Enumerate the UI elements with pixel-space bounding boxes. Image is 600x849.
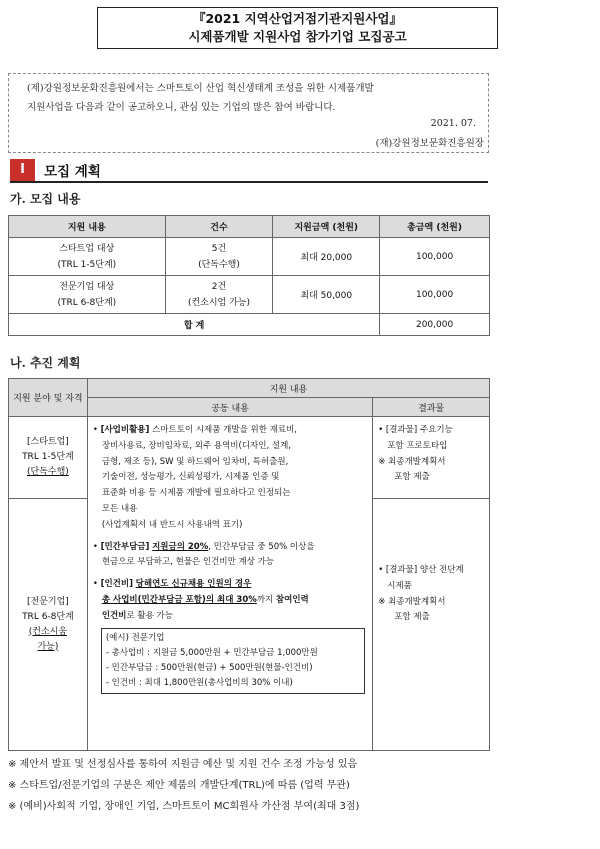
section-divider xyxy=(10,181,488,183)
result-expert: • [결과물] 양산 전단계 시제품 ※ 최종개발계획서 포함 제출 xyxy=(373,499,490,751)
section-number: Ⅰ xyxy=(10,159,35,181)
plan-header-row xyxy=(9,379,490,398)
example-box: (예시) 전문기업 - 총사업비 : 지원금 5,000만원 + 민간부담금 1,000만원 - 민간부담금 : 500만원(현금) + 500만원(현물-인건비) - 인건비 : 최대 1,800만원(총사업비의 30% 이내) xyxy=(101,628,365,694)
notice-org: (재)강원정보문화진흥원장 xyxy=(375,138,484,149)
row-startup-total: 100,000 xyxy=(380,238,490,276)
announcement-title-box xyxy=(97,7,498,49)
row-expert-count: 2건 (컨소시엄 가능) xyxy=(165,276,273,314)
table-row xyxy=(9,238,490,276)
header-common: 공동 내용 xyxy=(87,398,372,417)
header-support-content: 지원 내용 xyxy=(87,379,489,398)
row-expert-name: 전문기업 대상 (TRL 6-8단계) xyxy=(9,276,166,314)
recruitment-table xyxy=(8,215,490,336)
footnote: ※ 제안서 발표 및 선정심사를 통하여 지원금 예산 및 지원 건수 조정 가능성 있음 xyxy=(8,759,358,770)
row-startup-amount: 최대 20,000 xyxy=(273,238,380,276)
common-content: • [사업비활용] 스마트토이 시제품 개발을 위한 재료비, 장비사용료, 장비임차료, 외주 용역비(디자인, 설계, 금형, 제조 등), SW 및 하드웨어 임차비, 특허출원, 기술이전, 성능평가, 신뢰성평가, 시제품 인증 및 표준화 비용 등 시제품 개발에 필요하다고 인정되는 모든 내용 (사업계획서 내 반드시 사용내역 표기) • [민간부담금] 지원금의 20%, 민간부담금 중 50% 이상을 현금으로 부담하고, 현물은 인건비만 계상 가능 • [인건비] 당해연도 신규채용 인원의 경우 총 사업비(민간부담금 포함)의 최대 30%까지 참여인력 인건비로 활용 가능 (예시) 전문기업 - 총사업비 : 지원금 5,000만원 + 민간부담금 1,000만원 - 민간부담금 : 500만원(현금) + 500만원(현물-인건비) - 인건비 : 최대 1,800만원(총사업비의 30% 이내) xyxy=(87,417,372,751)
header-total: 총금액 (천원) xyxy=(380,216,490,238)
header-result: 결과물 xyxy=(373,398,490,417)
notice-line-1: (제)강원정보문화진흥원에서는 스마트토이 산업 혁신생태계 조성을 위한 시제품개발 xyxy=(27,83,374,94)
header-count: 건수 xyxy=(165,216,273,238)
section-heading xyxy=(10,159,488,181)
footnote: ※ (예비)사회적 기업, 장애인 기업, 스마트토이 MC회원사 가산점 부여(최대 3점) xyxy=(8,801,360,812)
header-amount: 지원금액 (천원) xyxy=(273,216,380,238)
row-expert-total: 100,000 xyxy=(380,276,490,314)
header-support: 지원 내용 xyxy=(9,216,166,238)
category-startup: [스타트업] TRL 1-5단계 (단독수행) xyxy=(9,417,88,499)
subheading-recruitment: 가. 모집 내용 xyxy=(10,192,81,206)
table-header-row xyxy=(9,216,490,238)
category-expert: [전문기업] TRL 6-8단계 (컨소시움 가능) xyxy=(9,499,88,751)
row-startup-name: 스타트업 대상 (TRL 1-5단계) xyxy=(9,238,166,276)
footnote: ※ 스타트업/전문기업의 구분은 제안 제품의 개발단계(TRL)에 따름 (업력 무관) xyxy=(8,780,350,791)
total-row xyxy=(9,314,490,336)
total-value: 200,000 xyxy=(380,314,490,336)
notice-box xyxy=(8,73,489,153)
row-startup-count: 5건 (단독수행) xyxy=(165,238,273,276)
result-startup: • [결과물] 주요기능 포함 프로토타입 ※ 최종개발계획서 포함 제출 xyxy=(373,417,490,499)
table-row xyxy=(9,417,490,499)
table-row xyxy=(9,276,490,314)
notice-line-2: 지원사업을 다음과 같이 공고하오니, 관심 있는 기업의 많은 참여 바랍니다. xyxy=(27,102,336,113)
row-expert-amount: 최대 50,000 xyxy=(273,276,380,314)
section-title: 모집 계획 xyxy=(44,164,101,180)
total-label: 합 계 xyxy=(9,314,380,336)
notice-date: 2021. 07. xyxy=(430,118,476,129)
subheading-plan: 나. 추진 계획 xyxy=(10,356,81,370)
header-area: 지원 분야 및 자격 xyxy=(9,379,88,417)
footnotes xyxy=(8,754,359,817)
title-line-2: 시제품개발 지원사업 참가기업 모집공고 xyxy=(188,29,407,44)
title-line-1: 『2021 지역산업거점기관지원사업』 xyxy=(192,11,403,26)
plan-table xyxy=(8,378,490,751)
